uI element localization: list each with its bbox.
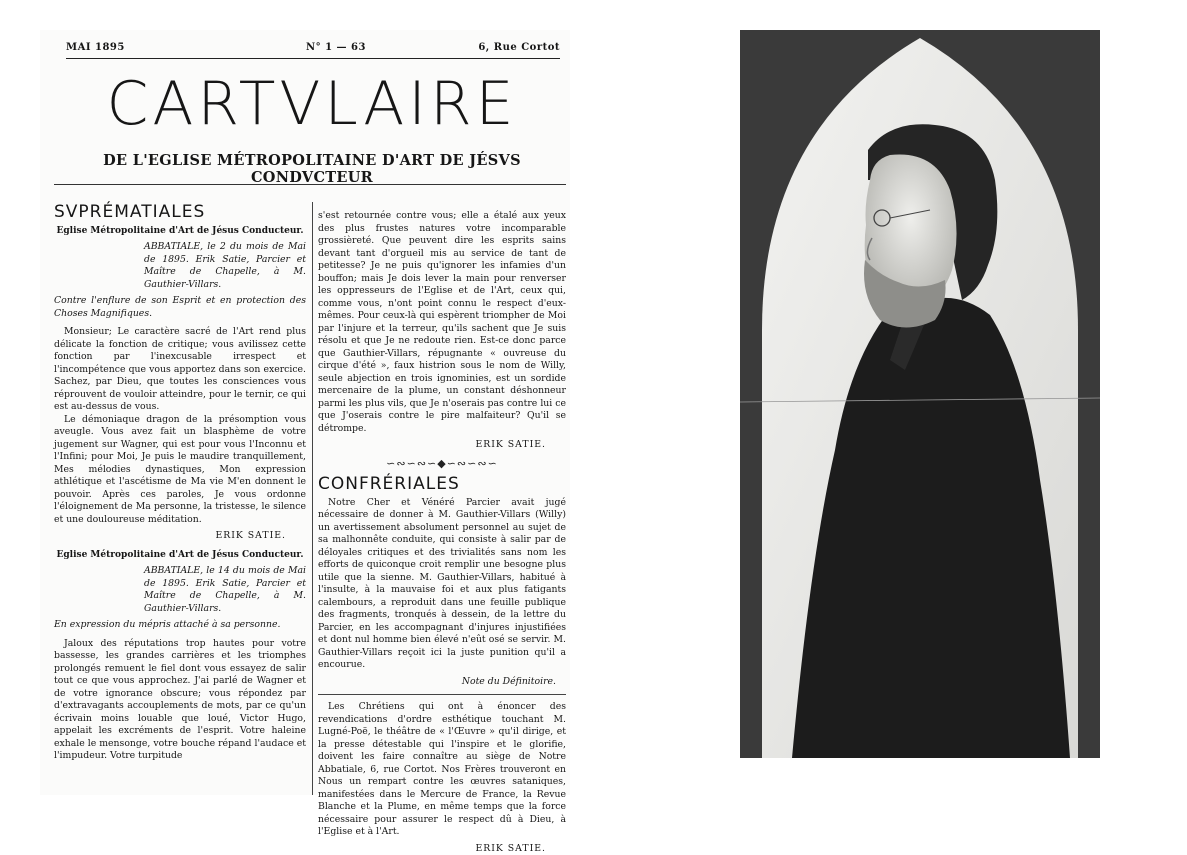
masthead-meta xyxy=(66,42,560,56)
section-heading-suprematiales: SVPRÉMATIALES xyxy=(54,206,306,219)
confreriales-signature: ERIK SATIE. xyxy=(318,843,546,855)
newspaper-subtitle: DE L'EGLISE MÉTROPOLITAINE D'ART DE JÉSVS CONDVCTEUR xyxy=(54,152,570,186)
newspaper-page xyxy=(40,30,570,795)
letter2-signature: ERIK SATIE. xyxy=(318,439,546,452)
title-rule xyxy=(54,184,566,185)
section-heading-confreriales: CONFRÉRIALES xyxy=(318,478,566,491)
portrait-illustration xyxy=(740,30,1100,758)
letter2-paragraph: Jaloux des réputations trop hautes pour votre bassesse, les grandes carrières et les triomphes prolongés remuent le fiel dont vous essayez de salir tout ce que vous approchez. J'ai parlé de Wagner et de votre ignorance obscure; vous répondez par d'extravagants accouplements de mots, par ce qu'un écrivain moins louable que loué, Victor Hugo, appelait les excréments de l'esprit. Votre haleine exhale le mensonge, votre bouche répand l'audace et l'impudeur. Votre turpitude xyxy=(54,638,306,763)
letter1-paragraph: Monsieur; Le caractère sacré de l'Art rend plus délicate la fonction de critique; vous avilissez cette fonction par l'inexcusable irrespect et l'incompétence que vous apportez dans son exercice. Sachez, par Dieu, que toutes les consciences vous réprouvent de vouloir atteindre, pour le ternir, ce qui est au-dessus de vous. xyxy=(54,326,306,414)
letter1-signature: ERIK SATIE. xyxy=(54,530,286,543)
masthead-rule xyxy=(66,58,560,59)
letter1-header: Eglise Métropolitaine d'Art de Jésus Conducteur. xyxy=(54,225,306,238)
column-divider xyxy=(312,202,313,795)
letter1-dateline: ABBATIALE, le 2 du mois de Mai de 1895. Erik Satie, Parcier et Maître de Chapelle, à M. Gauthier-Villars. xyxy=(54,241,306,291)
letter2-continuation: s'est retournée contre vous; elle a étalé aux yeux des plus frustes natures votre incomparable grossièreté. Que peuvent dire les esprits sains devant tant d'orgueil mis au service de tant de petitesse? Je ne puis qu'ignorer les infamies d'un bouffon; mais Je dois lever la main pour renverser les oppresseurs de l'Eglise et de l'Art, ceux qui, comme vous, n'ont point connu le respect d'eux-mêmes. Pour ceux-là qui espèrent triompher de Moi par l'injure et la terreur, qu'ils sachent que Je suis résolu et que Je ne redoute rien. Est-ce donc parce que Gauthier-Villars, répugnante « ouvreuse du cirque d'été », faux histrion sous le nom de Willy, seule abjection en trois ignominies, est un sordide mercenaire de la plume, un constant déshonneur parmi les plus vils, que Je n'oserais pas contre lui ce que J'oserais contre le pire malfaiteur? Qu'il se détrompe. xyxy=(318,210,566,435)
letter1-paragraph: Le démoniaque dragon de la présomption vous aveugle. Vous avez fait un blasphème de votre jugement sur Wagner, qui est pour vous l'Inconnu et l'Infini; pour Moi, Je puis le maudire tranquillement, Mes mélodies dynastiques, Mon expression athlétique et l'ascétisme de Ma vie M'en donnent le pouvoir. Après ces paroles, Je vous ordonne l'éloignement de Ma personne, la tristesse, le silence et une douloureuse méditation. xyxy=(54,414,306,527)
definitoire-note: Note du Définitoire. xyxy=(318,676,556,689)
newspaper-title: CARTVLAIRE xyxy=(54,74,570,134)
portrait-painting xyxy=(740,30,1100,758)
confreriales-paragraph: Les Chrétiens qui ont à énoncer des revendications d'ordre esthétique touchant M. Lugné-Poë, le théâtre de « l'Œuvre » qu'il dirige, et la presse détestable qui l'inspire et le glorifie, doivent les faire connaître au siège de Notre Abbatiale, 6, rue Cortot. Nos Frères trouveront en Nous un rempart contre les œuvres sataniques, manifestées dans le Mercure de France, la Revue Blanche et la Plume, en même temps que la force nécessaire pour assurer le respect dû à Dieu, à l'Eglise et à l'Art. xyxy=(318,701,566,839)
ornament-divider: ∽∾∽∾∽◆∽∾∽∾∽ xyxy=(318,458,566,471)
issue-address: 6, Rue Cortot xyxy=(478,42,560,53)
letter1-intro: Contre l'enflure de son Esprit et en protection des Choses Magnifiques. xyxy=(54,295,306,320)
letter2-intro: En expression du mépris attaché à sa personne. xyxy=(54,619,306,632)
issue-date: MAI 1895 xyxy=(66,42,125,53)
issue-number: N° 1 — 63 xyxy=(306,42,366,53)
letter2-dateline: ABBATIALE, le 14 du mois de Mai de 1895. Erik Satie, Parcier et Maître de Chapelle, à M. Gauthier-Villars. xyxy=(54,565,306,615)
left-column xyxy=(54,206,306,795)
letter2-header: Eglise Métropolitaine d'Art de Jésus Conducteur. xyxy=(54,549,306,562)
right-column xyxy=(318,210,566,795)
confreriales-paragraph: Notre Cher et Vénéré Parcier avait jugé nécessaire de donner à M. Gauthier-Villars (Willy) un avertissement absolument personnel au sujet de sa malhonnête conduite, qui consiste à salir par de déloyales critiques et des trivialités sans nom les efforts de quiconque croit remplir une besogne plus utile que la sienne. M. Gauthier-Villars, habitué à l'insulte, à la mauvaise foi et aux plus fatigants calembours, a reproduit dans une feuille publique des fragments, tronqués à dessein, de la lettre du Parcier, en les accompagnant d'injures injustifiées et dont nul homme bien élevé n'eût osé se servir. M. Gauthier-Villars reçoit ici la juste punition qu'il a encourue. xyxy=(318,497,566,672)
section-rule xyxy=(318,694,566,695)
